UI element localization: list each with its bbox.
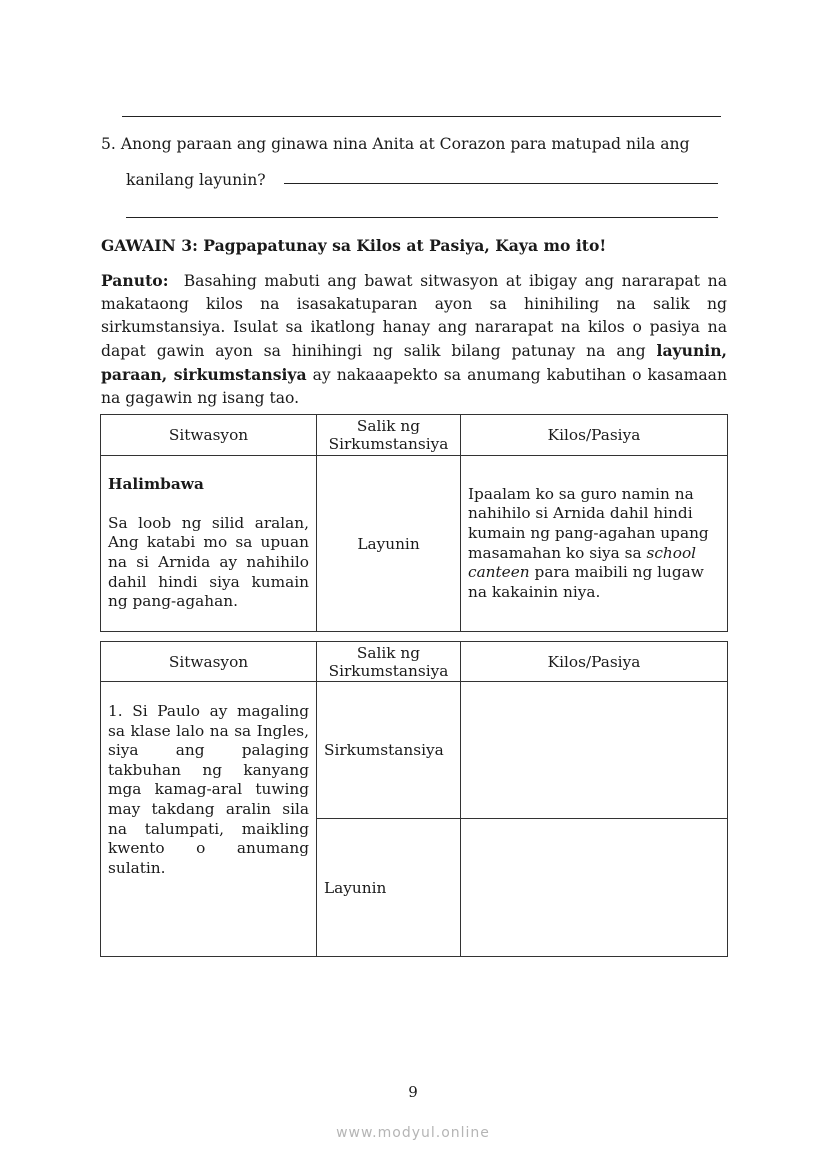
- table-header-row: [101, 642, 728, 682]
- header-sitwasyon: Sitwasyon: [101, 642, 317, 682]
- item-1-factor-purpose: Layunin: [317, 819, 461, 957]
- item-1-row: [101, 682, 728, 819]
- answer-line-top: [122, 116, 721, 117]
- item-1-situation-cell: [101, 682, 317, 957]
- header-salik-line2: Sirkumstansiya: [328, 435, 449, 453]
- example-action-text-end: para maibili ng lugaw na kakainin niya.: [468, 563, 704, 601]
- instructions-label: Panuto:: [101, 271, 169, 290]
- header-salik: [317, 642, 461, 682]
- table-header-row: [101, 415, 728, 456]
- example-action-italic: school canteen: [468, 543, 697, 582]
- example-situation-cell: [101, 456, 317, 632]
- question-5-text: 5. Anong paraan ang ginawa nina Anita at Corazon para matupad nila ang: [101, 135, 690, 153]
- example-table: [100, 414, 728, 632]
- header-salik-line2: Sirkumstansiya: [328, 661, 449, 680]
- header-sitwasyon: Sitwasyon: [101, 415, 317, 456]
- example-row: [101, 456, 728, 632]
- answer-line-q5-second[interactable]: [126, 217, 718, 218]
- header-kilos: Kilos/Pasiya: [461, 415, 728, 456]
- example-factor-cell: Layunin: [317, 456, 461, 632]
- footer-watermark: www.modyul.online: [336, 1125, 490, 1141]
- item-1-situation-text: 1. Si Paulo ay magaling sa klase lalo na sa Ingles, siya ang palaging takbuhan ng kanyang mga kamag-aral tuwing may takdang aralin sila na talumpati, maikling kwento o anumang sulatin.: [108, 702, 309, 877]
- example-action-cell: [461, 456, 728, 632]
- example-action-text: Ipaalam ko sa guro namin na nahihilo si Arnida dahil hindi kumain ng pang-agahan upang masamahan ko siya sa: [468, 484, 709, 562]
- activity-heading: GAWAIN 3: Pagpapatunay sa Kilos at Pasiya, Kaya mo ito!: [101, 236, 607, 255]
- item-1-factor-circumstance: Sirkumstansiya: [317, 682, 461, 819]
- example-situation-text: Sa loob ng silid aralan, Ang katabi mo sa upuan na si Arnida ay nahihilo dahil hindi siya kumain ng pang-agahan.: [108, 513, 309, 611]
- item-1-answer-circumstance[interactable]: [461, 682, 728, 819]
- answer-line-q5[interactable]: [284, 183, 718, 184]
- page-number: 9: [408, 1083, 418, 1101]
- header-kilos: Kilos/Pasiya: [461, 642, 728, 682]
- question-5-text-continued: kanilang layunin?: [126, 171, 266, 189]
- instructions-paragraph: [101, 269, 727, 410]
- header-salik-line1: Salik ng: [356, 417, 421, 435]
- item-1-answer-purpose[interactable]: [461, 819, 728, 957]
- example-label: Halimbawa: [108, 475, 204, 494]
- header-salik: [317, 415, 461, 456]
- instructions-emphasis: layunin, paraan, sirkumstansiya: [101, 341, 727, 384]
- instructions-text-end: ay nakaaapekto sa anumang kabutihan o kasamaan na gagawin ng isang tao.: [101, 366, 727, 407]
- instructions-text: Basahing mabuti ang bawat sitwasyon at ibigay ang nararapat na makataong kilos na isasakatuparan ayon sa hinihiling na salik ng sirkumstansiya. Isulat sa ikatlong hanay ang nararapat na kilos o pasiya na dapat gawin ayon sa hinihingi ng salik bilang patunay na ang: [101, 272, 727, 360]
- activity-table: [100, 641, 728, 957]
- header-salik-line1: Salik ng: [356, 643, 421, 662]
